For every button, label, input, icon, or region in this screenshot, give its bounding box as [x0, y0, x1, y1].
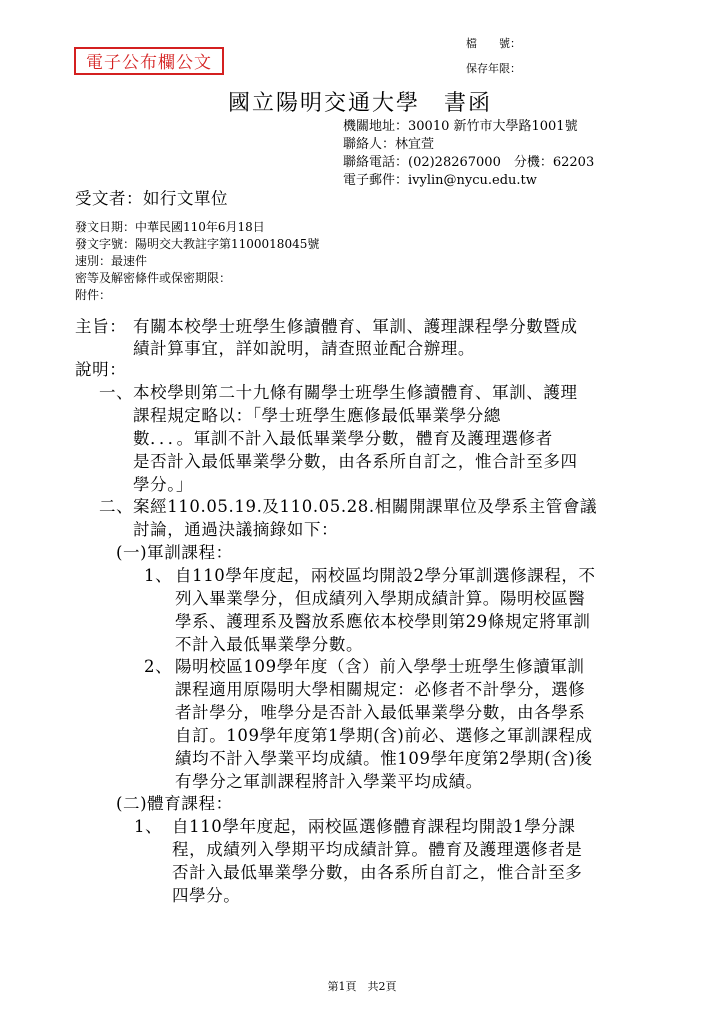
document-number: 發文字號：陽明交大教註字第1100018045號: [75, 237, 320, 251]
document-title: 國立陽明交通大學 書函: [228, 91, 493, 116]
subject-line: 有關本校學士班學生修讀體育、軍訓、護理課程學分數暨成: [133, 317, 578, 336]
military-point-2-marker: 2、: [144, 657, 173, 676]
military-point-2-line: 有學分之軍訓課程將計入學業平均成績。: [175, 772, 483, 791]
pe-point-1-line: 自110學年度起，兩校區選修體育課程均開設1學分課: [172, 817, 576, 836]
subject-line: 績計算事宜，詳如說明，請查照並配合辦理。: [133, 339, 475, 358]
item-one-line: 學分。」: [133, 475, 194, 494]
military-point-1-line: 自110學年度起，兩校區均開設2學分軍訓選修課程，不: [175, 566, 596, 585]
military-training-heading: (一)軍訓課程：: [116, 543, 233, 562]
military-point-2-line: 自訂。109學年度第1學期(含)前必、選修之軍訓課程成: [175, 726, 593, 745]
item-one-line: 本校學則第二十九條有關學士班學生修讀體育、軍訓、護理: [133, 383, 578, 402]
physical-education-heading: (二)體育課程：: [116, 794, 233, 813]
attachment: 附件：: [75, 288, 112, 302]
military-point-2-line: 陽明校區109學年度（含）前入學學士班學生修讀軍訓: [175, 657, 585, 676]
military-point-2-line: 績均不計入學業平均成績。惟109學年度第2學期(含)後: [175, 749, 593, 768]
issue-date: 發文日期：中華民國110年6月18日: [75, 220, 265, 234]
item-two-line: 案經110.05.19.及110.05.28.相關開課單位及學系主管會議: [133, 497, 598, 516]
item-one-marker: 一、: [99, 383, 134, 402]
military-point-1-line: 列入畢業學分，但成績列入學期成績計算。陽明校區醫: [175, 589, 586, 608]
agency-address: 機關地址：30010 新竹市大學路1001號: [343, 119, 578, 134]
page-number: 第1頁 共2頁: [327, 980, 397, 993]
explanation-label: 說明：: [75, 360, 127, 379]
file-number-label: 檔 號：: [466, 37, 521, 50]
military-point-2-line: 者計學分，唯學分是否計入最低畢業學分數，由各學系: [175, 703, 586, 722]
retention-period-label: 保存年限：: [466, 62, 521, 75]
military-point-2-line: 課程適用原陽明大學相關規定：必修者不計學分，選修: [175, 680, 586, 699]
item-two-line: 討論，通過決議摘錄如下：: [133, 520, 339, 539]
secrecy-level: 密等及解密條件或保密期限：: [75, 271, 232, 285]
contact-person: 聯絡人：林宜萱: [343, 137, 435, 152]
pe-point-1-marker: 1、: [134, 817, 163, 836]
contact-email: 電子郵件：ivylin@nycu.edu.tw: [343, 173, 537, 188]
military-point-1-line: 學系、護理系及醫放系應依本校學則第29條規定將軍訓: [175, 612, 591, 631]
subject-label: 主旨：: [75, 317, 127, 336]
pe-point-1-line: 否計入最低畢業學分數，由各系所自訂之，惟合計至多: [172, 863, 583, 882]
item-one-line: 課程規定略以：「學士班學生應修最低畢業學分總: [133, 406, 501, 425]
item-one-line: 數．．．。軍訓不計入最低畢業學分數，體育及護理選修者: [133, 429, 553, 448]
recipient: 受文者：如行文單位: [75, 189, 228, 208]
contact-phone: 聯絡電話：(02)28267000 分機：62203: [343, 155, 595, 170]
pe-point-1-line: 程，成績列入學期平均成績計算。體育及護理選修者是: [172, 840, 583, 859]
military-point-1-marker: 1、: [144, 566, 173, 585]
item-one-line: 是否計入最低畢業學分數，由各系所自訂之，惟合計至多四: [133, 452, 578, 471]
delivery-speed: 速別：最速件: [75, 254, 148, 268]
electronic-bulletin-stamp: 電子公布欄公文: [74, 47, 224, 75]
pe-point-1-line: 四學分。: [172, 886, 241, 905]
item-two-marker: 二、: [99, 497, 134, 516]
military-point-1-line: 不計入最低畢業學分數。: [175, 635, 364, 654]
